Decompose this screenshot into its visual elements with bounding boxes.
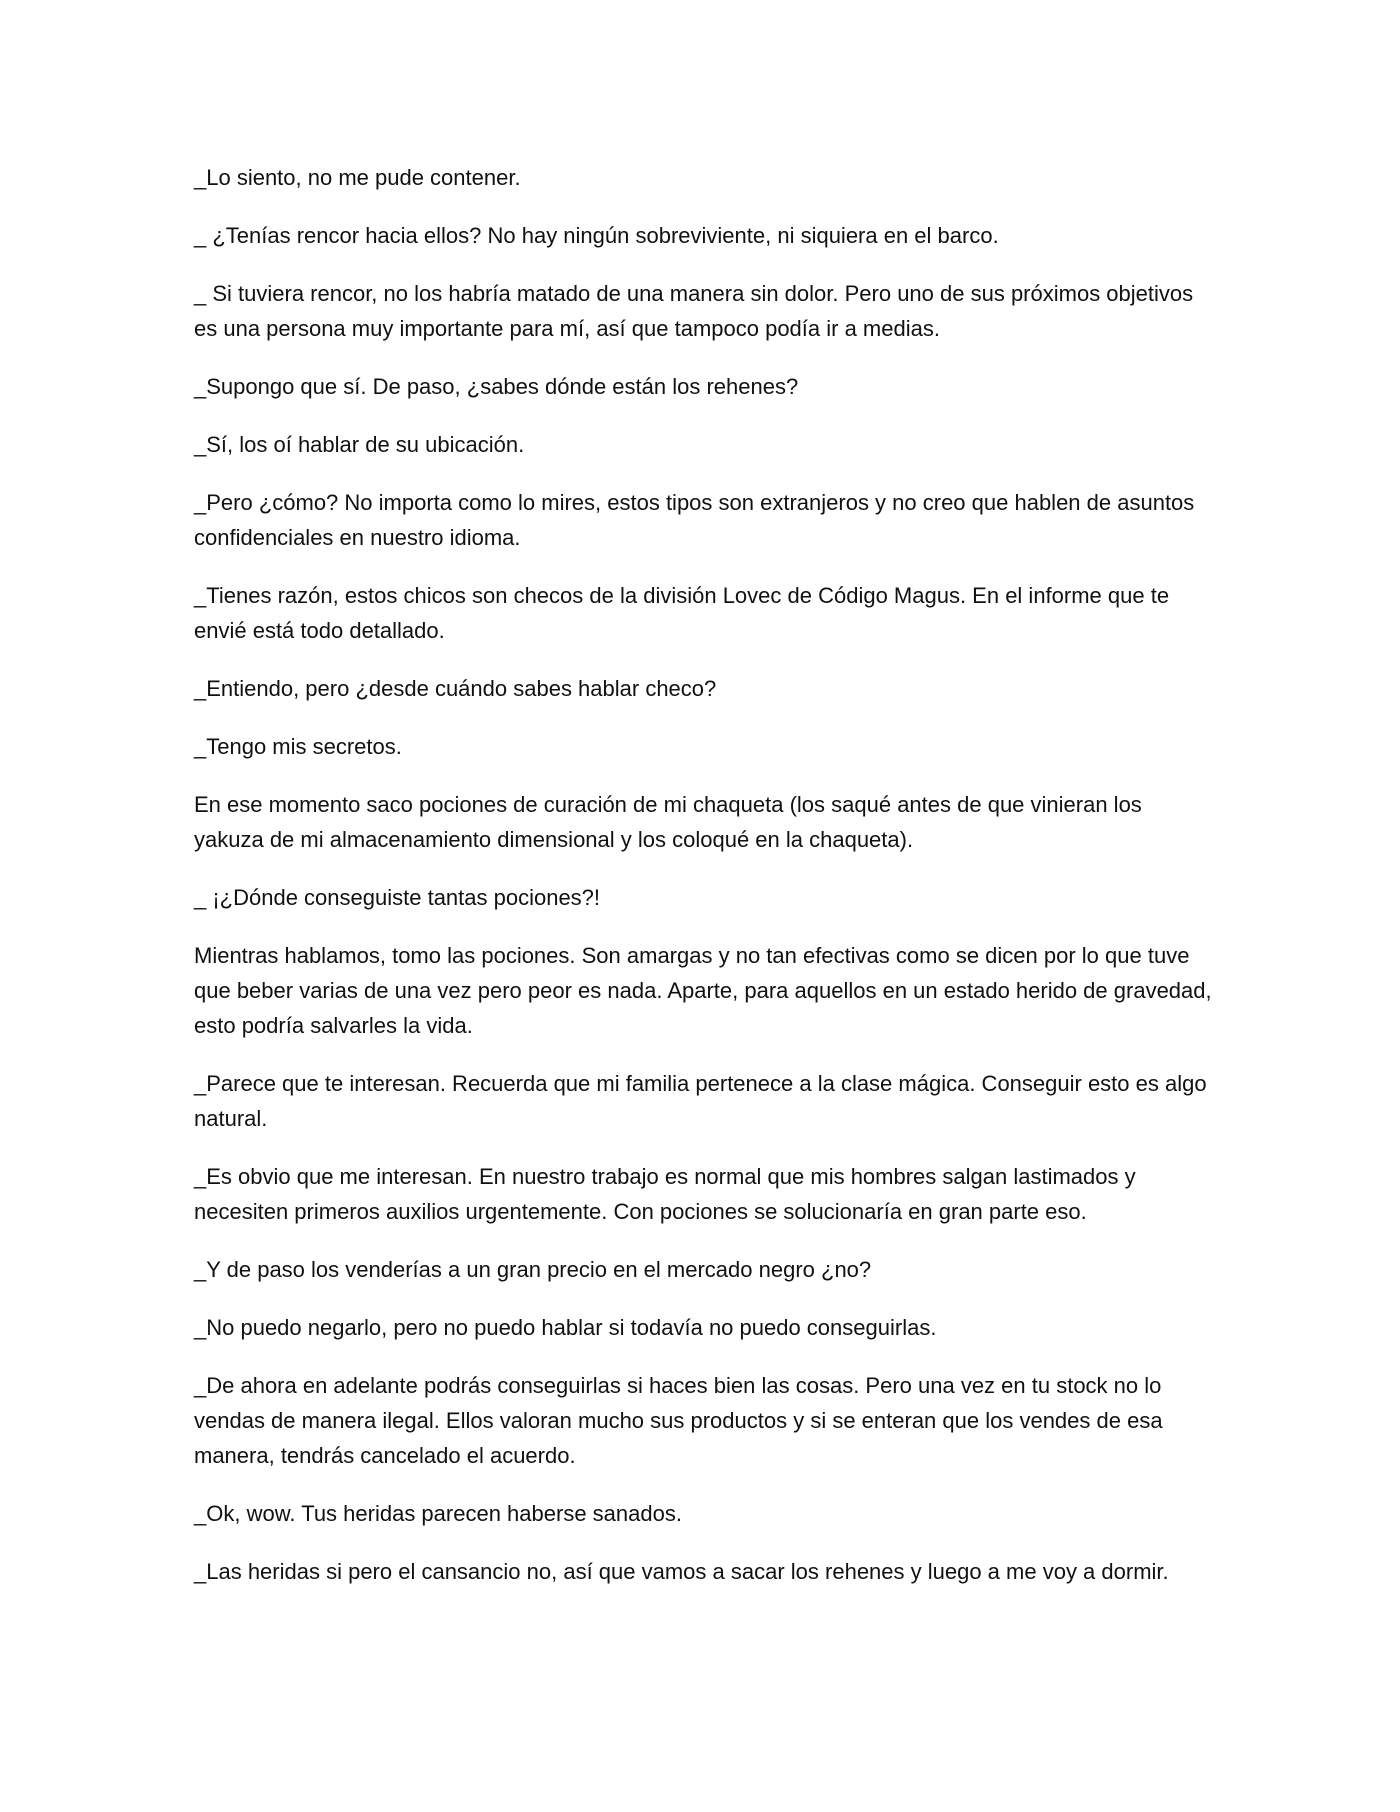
paragraph: _De ahora en adelante podrás conseguirlas si haces bien las cosas. Pero una vez en tu stock no lo vendas de manera ilegal. Ellos valoran mucho sus productos y si se enteran que los vendes de esa manera, tendrás cancelado el acuerdo. — [194, 1373, 1163, 1468]
paragraph: _Sí, los oí hablar de su ubicación. — [194, 432, 525, 457]
paragraph: _Lo siento, no me pude contener. — [194, 165, 521, 190]
paragraph: _Parece que te interesan. Recuerda que mi familia pertenece a la clase mágica. Conseguir esto es algo natural. — [194, 1071, 1207, 1131]
paragraph: _Supongo que sí. De paso, ¿sabes dónde están los rehenes? — [194, 374, 799, 399]
paragraph: _Tienes razón, estos chicos son checos de la división Lovec de Código Magus. En el informe que te envié está todo detallado. — [194, 583, 1170, 643]
paragraph: _Tengo mis secretos. — [194, 734, 402, 759]
paragraph: _Las heridas si pero el cansancio no, así que vamos a sacar los rehenes y luego a me voy a dormir. — [194, 1559, 1169, 1584]
paragraph: _ Si tuviera rencor, no los habría matado de una manera sin dolor. Pero uno de sus próximos objetivos es una persona muy importante para mí, así que tampoco podía ir a medias. — [194, 281, 1194, 341]
paragraph: _Y de paso los venderías a un gran precio en el mercado negro ¿no? — [194, 1257, 872, 1282]
document-body — [194, 160, 1214, 1612]
paragraph: _Ok, wow. Tus heridas parecen haberse sanados. — [194, 1501, 682, 1526]
paragraph: En ese momento saco pociones de curación de mi chaqueta (los saqué antes de que vinieran los yakuza de mi almacenamiento dimensional y los coloqué en la chaqueta). — [194, 792, 1142, 852]
paragraph: Mientras hablamos, tomo las pociones. Son amargas y no tan efectivas como se dicen por lo que tuve que beber varias de una vez pero peor es nada. Aparte, para aquellos en un estado herido de gravedad, esto podría salvarles la vida. — [194, 943, 1212, 1038]
paragraph: _Pero ¿cómo? No importa como lo mires, estos tipos son extranjeros y no creo que hablen de asuntos confidenciales en nuestro idioma. — [194, 490, 1195, 550]
paragraph: _Es obvio que me interesan. En nuestro trabajo es normal que mis hombres salgan lastimados y necesiten primeros auxilios urgentemente. Con pociones se solucionaría en gran parte eso. — [194, 1164, 1136, 1224]
paragraph: _ ¡¿Dónde conseguiste tantas pociones?! — [194, 885, 601, 910]
paragraph: _No puedo negarlo, pero no puedo hablar si todavía no puedo conseguirlas. — [194, 1315, 937, 1340]
paragraph: _ ¿Tenías rencor hacia ellos? No hay ningún sobreviviente, ni siquiera en el barco. — [194, 223, 999, 248]
paragraph: _Entiendo, pero ¿desde cuándo sabes hablar checo? — [194, 676, 717, 701]
